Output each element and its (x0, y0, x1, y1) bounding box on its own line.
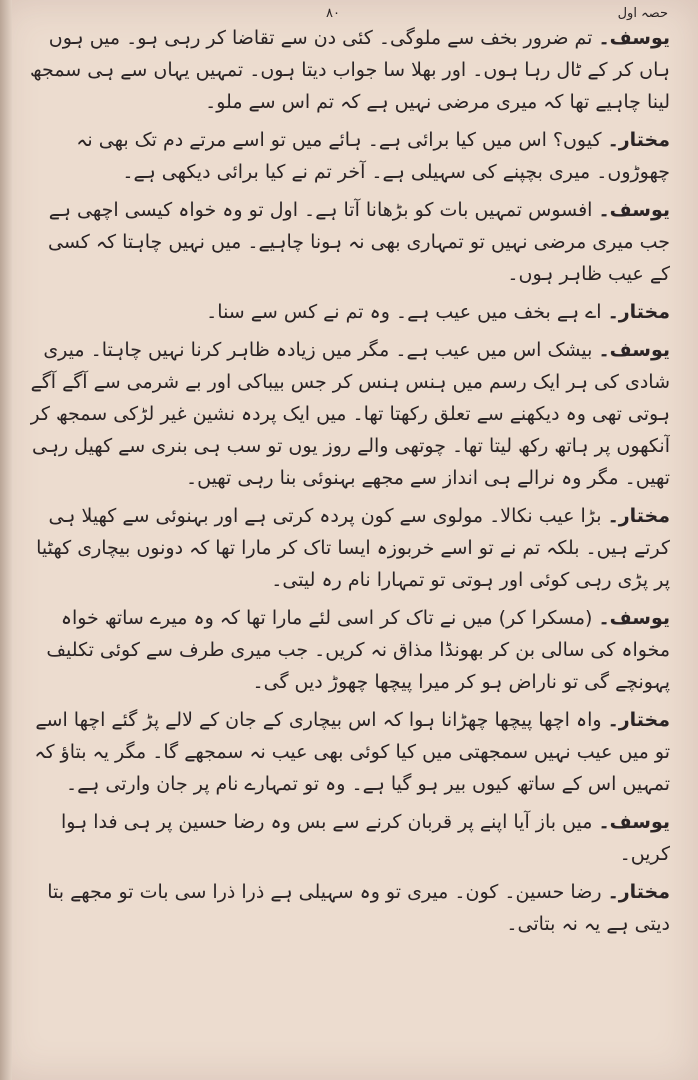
speaker-name: مختار۔ (607, 129, 670, 151)
dialogue-paragraph (30, 500, 670, 596)
speaker-name: یوسف۔ (598, 811, 670, 833)
page-number: ۸۰ (326, 6, 340, 21)
dialogue-line: میں باز آیا اپنے پر قربان کرنے سے بس وہ رضا حسین پر ہی فدا ہوا کریں۔ (60, 811, 670, 865)
dialogue-paragraph (30, 876, 670, 940)
speaker-name: یوسف۔ (598, 27, 670, 49)
dialogue-paragraph (30, 806, 670, 870)
dialogue-line: واہ اچھا پیچھا چھڑانا ہوا کہ اس بیچاری کے جان کے لالے پڑ گئے اچھا اسے تو میں عیب نہیں سمجھتی میں کیا کوئی بھی عیب نہ سمجھے گا۔ مگر یہ بتاؤ کہ تمہیں اس کے ساتھ کیوں بیر ہو گیا ہے۔ وہ تو تمہارے نام پر جان وارتی ہے۔ (34, 709, 670, 795)
speaker-name: مختار۔ (607, 505, 670, 527)
speaker-name: مختار۔ (607, 881, 670, 903)
dialogue-paragraph (30, 194, 670, 290)
dialogue-line: رضا حسین۔ کون۔ میری تو وہ سہیلی ہے ذرا ذرا سی بات تو مجھے بتا دیتی ہے یہ نہ بتاتی۔ (47, 881, 670, 935)
dialogue-paragraph (30, 602, 670, 698)
dialogue-line: تم ضرور بخف سے ملوگی۔ کئی دن سے تقاضا کر رہی ہو۔ میں ہوں ہاں کر کے ٹال رہا ہوں۔ اور بھلا سا جواب دیتا ہوں۔ تمہیں یہاں سے ہی سمجھ لینا چاہیے تھا کہ میری مرضی نہیں ہے کہ تم اس سے ملو۔ (30, 27, 670, 113)
part-label: حصہ اول (617, 6, 668, 21)
dialogue-line: بیشک اس میں عیب ہے۔ مگر میں زیادہ ظاہر کرنا نہیں چاہتا۔ میری شادی کی ہر ایک رسم میں ہنس ہنس کر جس بیباکی اور بے شرمی سے آگے آگے ہوتی تھی وہ دیکھنے سے تعلق رکھتا تھا۔ میں ایک پردہ نشین غیر لڑکی سمجھ کر آنکھوں پر ہاتھ رکھ لیتا تھا۔ چوتھی والے روز یوں تو سب ہی بنری سے کھیل رہی تھیں۔ مگر وہ نرالے ہی انداز سے مجھے بہنوئی بنا رہی تھیں۔ (30, 339, 670, 489)
binding-edge (0, 0, 12, 1080)
dialogue-paragraph (30, 334, 670, 494)
dialogue-line: (مسکرا کر) میں نے تاک کر اسی لئے مارا تھا کہ وہ میرے ساتھ خواہ مخواہ کی سالی بن کر بھونڈا مذاق نہ کریں۔ جب میری طرف سے کوئی تکلیف پہونچے گی تو ناراض ہو کر میرا پیچھا چھوڑ دیں گی۔ (46, 607, 670, 693)
speaker-name: یوسف۔ (598, 339, 670, 361)
dialogue-line: اے ہے بخف میں عیب ہے۔ وہ تم نے کس سے سنا۔ (206, 301, 608, 323)
speaker-name: یوسف۔ (598, 607, 670, 629)
speaker-name: یوسف۔ (598, 199, 670, 221)
speaker-name: مختار۔ (607, 301, 670, 323)
dialogue-paragraph (30, 124, 670, 188)
speaker-name: مختار۔ (607, 709, 670, 731)
dialogue-paragraph (30, 704, 670, 800)
dialogue-line: افسوس تمہیں بات کو بڑھانا آتا ہے۔ اول تو وہ خواہ کیسی اچھی ہے جب میری مرضی نہیں تو تمہاری بھی نہ ہونا چاہیے۔ میں نہیں چاہتا کہ کسی کے عیب ظاہر ہوں۔ (48, 199, 670, 285)
dialogue-paragraph (30, 22, 670, 118)
dialogue-line: بڑا عیب نکالا۔ مولوی سے کون پردہ کرتی ہے اور بہنوئی سے کھیلا ہی کرتے ہیں۔ بلکہ تم نے تو اسے خربوزہ ایسا تاک کر مارا تھا کہ دونوں بیچاری کھٹیا پر پڑی رہی کوئی اور ہوتی تو تمہارا نام رہ لیتی۔ (36, 505, 670, 591)
dialogue-line: کیوں؟ اس میں کیا برائی ہے۔ ہائے میں تو اسے مرتے دم تک بھی نہ چھوڑوں۔ میری بچپنے کی سہیلی ہے۔ آخر تم نے کیا برائی دیکھی ہے۔ (76, 129, 670, 183)
dialogue-paragraph (30, 296, 670, 328)
dialogue-text (30, 22, 670, 1057)
